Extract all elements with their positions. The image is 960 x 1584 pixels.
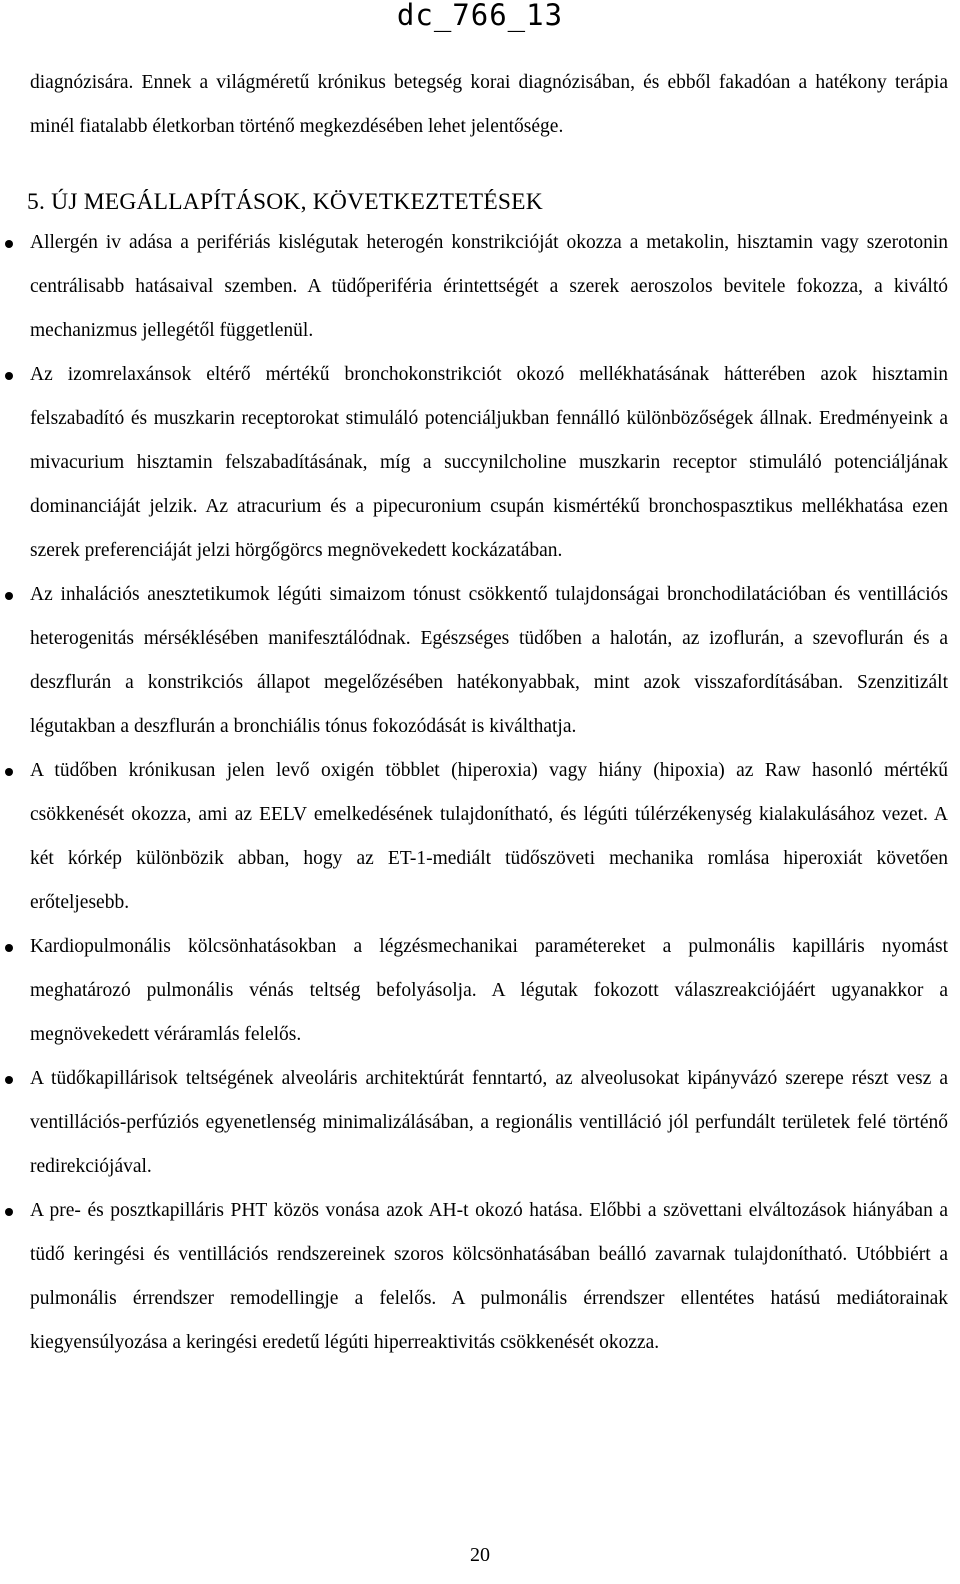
bullet-icon <box>5 1208 13 1216</box>
finding-item <box>30 1189 948 1365</box>
bullet-icon <box>5 592 13 600</box>
finding-text: Az inhalációs anesztetikumok légúti simaizom tónust csökkentő tulajdonságai bronchodilatációban és ventillációs heterogenitás mérséklésében manifesztálódnak. Egészséges tüdőben a halotán, az izoflurán, a szevoflurán és a deszflurán a konstrikciós állapot megelőzésében hatékonyabbak, mint azok visszafordításában. Szenzitizált légutakban a deszflurán a bronchiális tónus fokozódását is kiválthatja. <box>30 584 948 737</box>
document-body <box>27 61 948 1365</box>
finding-text: Az izomrelaxánsok eltérő mértékű bronchokonstrikciót okozó mellékhatásának hátterében azok hisztamin felszabadító és muszkarin receptorokat stimuláló potenciáljukban fennálló különbözőségek állnak. Eredményeink a mivacurium hisztamin felszabadításának, míg a succynilcholine muszkarin receptor stimuláló potenciáljának dominanciáját jelzik. Az atracurium és a pipecuronium csupán kismértékű bronchospasztikus mellékhatása ezen szerek preferenciáját jelzi hörgőgörcs megnövekedett kockázatában. <box>30 364 948 561</box>
finding-item <box>30 925 948 1057</box>
finding-text: A pre- és posztkapilláris PHT közös vonása azok AH-t okozó hatása. Előbbi a szövettani elváltozások hiányában a tüdő keringési és ventillációs rendszereinek szoros kölcsönhatásában beálló zavarnak tulajdonítható. Utóbbiért a pulmonális érrendszer remodellingje a felelős. A pulmonális érrendszer ellentétes hatású mediátorainak kiegyensúlyozása a keringési eredetű légúti hiperreaktivitás csökkenését okozza. <box>30 1200 948 1353</box>
bullet-icon <box>5 1076 13 1084</box>
finding-text: Kardiopulmonális kölcsönhatásokban a légzésmechanikai paramétereket a pulmonális kapilláris nyomást meghatározó pulmonális vénás teltség befolyásolja. A légutak fokozott válaszreakciójáért ugyanakkor a megnövekedett véráramlás felelős. <box>30 936 948 1045</box>
finding-item <box>30 1057 948 1189</box>
section-heading: 5. ÚJ MEGÁLLAPÍTÁSOK, KÖVETKEZTETÉSEK <box>27 189 543 215</box>
page-number: 20 <box>470 1544 490 1566</box>
bullet-icon <box>5 240 13 248</box>
bullet-icon <box>5 944 13 952</box>
finding-item <box>30 221 948 353</box>
finding-text: A tüdőkapillárisok teltségének alveoláris architektúrát fenntartó, az alveolusokat kipányvázó szerepe részt vesz a ventillációs-perfúziós egyenetlenség minimalizálásában, a regionális ventilláció jól perfundált területek felé történő redirekciójával. <box>30 1068 948 1177</box>
finding-text: A tüdőben krónikusan jelen levő oxigén többlet (hiperoxia) vagy hiány (hipoxia) az Raw hasonló mértékű csökkenését okozza, ami az EELV emelkedésének tulajdonítható, és légúti túlérzékenység kialakulásához vezet. A két kórkép különbözik abban, hogy az ET-1-mediált tüdőszöveti mechanika romlása hiperoxiát követően erőteljesebb. <box>30 760 948 913</box>
document-code-header: dc_766_13 <box>396 0 564 32</box>
findings-list <box>30 221 948 1365</box>
finding-item <box>30 749 948 925</box>
finding-text: Allergén iv adása a perifériás kislégutak heterogén konstrikcióját okozza a metakolin, hisztamin vagy szerotonin centrálisabb hatásaival szemben. A tüdőperiféria érintettségét a szerek aeroszolos bevitele fokozza, a kiváltó mechanizmus jellegétől függetlenül. <box>30 232 948 341</box>
finding-item <box>30 573 948 749</box>
finding-item <box>30 353 948 573</box>
bullet-icon <box>5 768 13 776</box>
intro-paragraph: diagnózisára. Ennek a világméretű krónikus betegség korai diagnózisában, és ebből fakadóan a hatékony terápia minél fiatalabb életkorban történő megkezdésében lehet jelentősége. <box>30 72 948 137</box>
bullet-icon <box>5 372 13 380</box>
